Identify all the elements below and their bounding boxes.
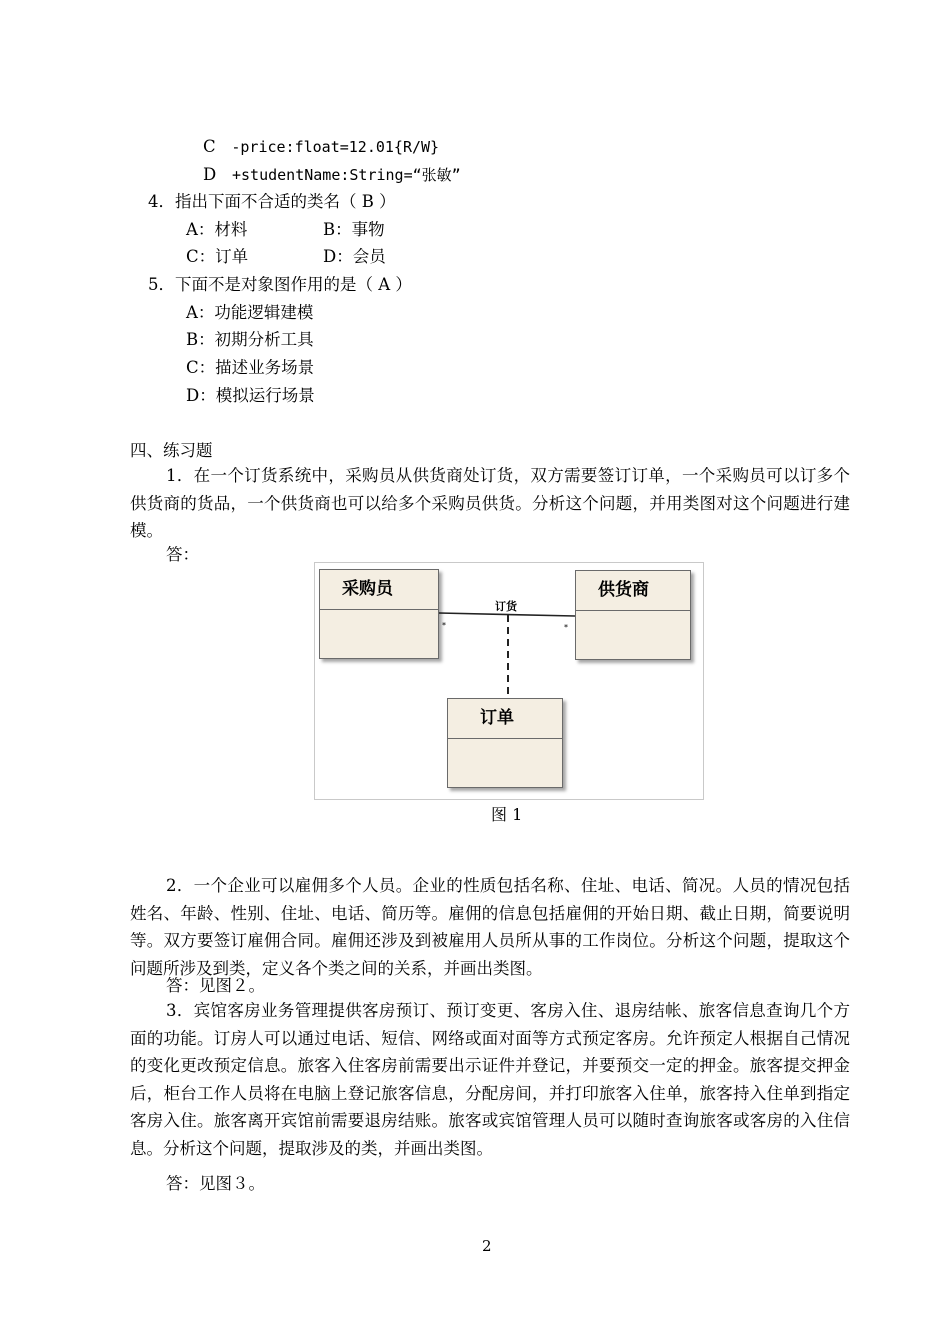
- class-order[interactable]: [447, 698, 563, 788]
- q4-stem: 4．指出下面不合适的类名（ B ）: [148, 192, 396, 211]
- class-supplier-attributes: [576, 611, 690, 637]
- q5-option-d: D：模拟运行场景: [186, 386, 315, 405]
- class-buyer[interactable]: [319, 569, 439, 659]
- exercise-2-answer: 答：见图２。: [166, 976, 265, 995]
- class-supplier[interactable]: [575, 570, 691, 660]
- exercise-1-answer: 答：: [166, 545, 199, 564]
- multiplicity-left: *: [442, 621, 446, 630]
- multiplicity-right: *: [564, 623, 568, 632]
- section-title: 四、练习题: [130, 441, 213, 460]
- exercise-2: 2．一个企业可以雇佣多个人员。企业的性质包括名称、住址、电话、简况。人员的情况包括姓名、年龄、性别、住址、电话、简历等。雇佣的信息包括雇佣的开始日期、截止日期，简要说明等。双方要签订雇佣合同。雇佣还涉及到被雇用人员所从事的工作岗位。分析这个问题，提取这个问题所涉及到类，定义各个类之间的关系，并画出类图。: [130, 876, 850, 978]
- class-order-name: 订单: [448, 699, 562, 739]
- option-c-prev: C -price:float=12.01{R/W}: [203, 137, 440, 156]
- page-number: 2: [482, 1237, 492, 1255]
- exercise-3: 3．宾馆客房业务管理提供客房预订、预订变更、客房入住、退房结帐、旅客信息查询几个方面的功能。订房人可以通过电话、短信、网络或面对面等方式预定客房。允许预定人根据自己情况的变化更改预定信息。旅客入住客房前需要出示证件并登记，并要预交一定的押金。旅客提交押金后，柜台工作人员将在电脑上登记旅客信息，分配房间，并打印旅客入住单，旅客持入住单到指定客房入住。旅客离开宾馆前需要退房结账。旅客或宾馆管理人员可以随时查询旅客或客房的入住信息。分析这个问题，提取涉及的类，并画出类图。: [130, 1001, 850, 1158]
- class-buyer-attributes: [320, 610, 438, 636]
- q5-option-b: B：初期分析工具: [186, 330, 314, 349]
- figure-caption: 图 1: [491, 805, 523, 824]
- association-label: 订货: [495, 600, 517, 613]
- q4-option-d: D：会员: [323, 247, 386, 266]
- exercise-1: 1．在一个订货系统中，采购员从供货商处订货，双方需要签订订单，一个采购员可以订多个供货商的货品，一个供货商也可以给多个采购员供货。分析这个问题，并用类图对这个问题进行建模。: [130, 466, 850, 540]
- q5-option-a: A：功能逻辑建模: [186, 303, 314, 322]
- class-buyer-name: 采购员: [320, 570, 438, 610]
- exercise-3-answer: 答：见图３。: [166, 1174, 265, 1193]
- option-d-prev: D +studentName:String=“张敏”: [203, 165, 461, 184]
- q5-stem: 5．下面不是对象图作用的是（ A ）: [148, 275, 412, 294]
- q4-option-a: A：材料: [186, 220, 248, 239]
- q5-option-c: C：描述业务场景: [186, 358, 315, 377]
- class-order-attributes: [448, 739, 562, 765]
- q4-option-b: B：事物: [323, 220, 385, 239]
- q4-option-c: C：订单: [186, 247, 249, 266]
- uml-class-diagram: [314, 562, 704, 800]
- class-supplier-name: 供货商: [576, 571, 690, 611]
